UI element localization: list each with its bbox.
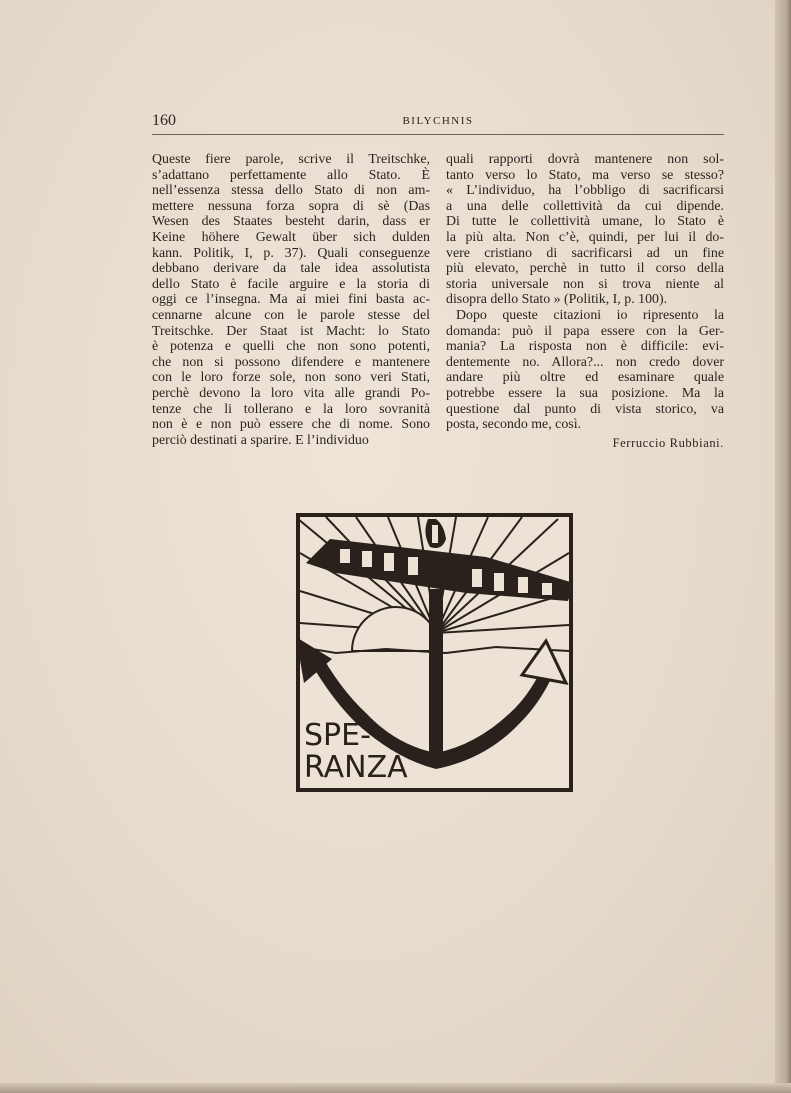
text-line: posta, secondo me, così. [446, 417, 582, 433]
text-line: Wesen des Staates besteht darin, dass er [152, 214, 430, 230]
right-column [446, 152, 724, 451]
text-line: Di tutte le collettività umane, lo Stato è [446, 214, 724, 230]
text-line: la più alta. Non c’è, quindi, per lui il do- [446, 229, 724, 245]
text-line: a una delle collettività da cui dipende. [446, 198, 724, 214]
text-line: « L’individuo, ha l’obbligo di sacrificarsi [446, 183, 724, 199]
page-header [152, 112, 724, 135]
text-line: andare più oltre ed esaminare quale [446, 370, 724, 386]
text-line: disopra dello Stato » (Politik, I, p. 100). [446, 292, 668, 308]
text-line: nell’essenza stessa dello Stato di non am- [152, 183, 430, 199]
text-line: Treitschke. Der Staat ist Macht: lo Stato [152, 323, 430, 339]
text-line: kann. Politik, I, p. 37). Quali conseguenze [152, 245, 430, 261]
text-line: non è e non può essere che di nome. Sono [152, 417, 430, 433]
text-line: tanto verso lo Stato, ma verso se stesso? [446, 167, 724, 183]
text-line: quali rapporti dovrà mantenere non sol- [446, 152, 724, 167]
text-line: Keine höhere Gewalt über sich dulden [152, 229, 430, 245]
text-line: dentemente no. Allora?... non credo dover [446, 354, 724, 370]
text-line: Queste fiere parole, scrive il Treitschke, [152, 152, 430, 167]
woodcut-label-line2: RANZA [304, 750, 408, 785]
woodcut-label-line1: SPE- [304, 718, 371, 753]
page-bottom-edge [0, 1083, 791, 1093]
speranza-woodcut [296, 513, 573, 792]
text-line: oggi ce l’insegna. Ma ai miei fini basta ac- [152, 292, 430, 308]
left-column [152, 152, 430, 448]
text-line: è potenza e quelli che non sono potenti, [152, 339, 430, 355]
text-line: mania? La risposta non è difficile: evi- [446, 339, 724, 355]
text-line: Dopo queste citazioni io ripresento la [456, 307, 724, 323]
text-line: dello Stato è facile arguire e la storia di [152, 276, 430, 292]
text-line: questione dal punto di vista storico, va [446, 401, 724, 417]
text-line: perciò destinati a sparire. E l’individuo [152, 432, 369, 448]
author-signature: Ferruccio Rubbiani. [612, 435, 724, 450]
text-line: vere cristiano di sacrificarsi ad un fine [446, 245, 724, 261]
text-line: perchè devono la loro vita alle grandi Po- [152, 385, 430, 401]
text-line: domanda: può il papa essere con la Ger- [446, 323, 724, 339]
text-line: che non si possono difendere e mantenere [152, 354, 430, 370]
text-line: mettere nessuna forza sopra di sè (Das [152, 198, 430, 214]
text-line: con le loro forze sole, non sono veri Stati, [152, 370, 430, 386]
text-line: tenze che li tollerano e la loro sovranità [152, 401, 430, 417]
text-line: potrebbe essere la sua posizione. Ma la [446, 385, 724, 401]
page-edge-shadow [775, 0, 791, 1093]
text-line: più elevato, perchè in tutto il corso della [446, 261, 724, 277]
running-title: BILYCHNIS [402, 115, 474, 127]
anchor-sunrise-woodcut-image [296, 513, 573, 792]
text-line: s’adattano perfettamente allo Stato. È [152, 167, 430, 183]
text-line: cennarne alcune con le parole stesse del [152, 307, 430, 323]
page-number: 160 [152, 112, 176, 129]
text-line: storia universale non si trova niente al [446, 276, 724, 292]
text-line: debbano derivare da tale idea assolutista [152, 261, 430, 277]
